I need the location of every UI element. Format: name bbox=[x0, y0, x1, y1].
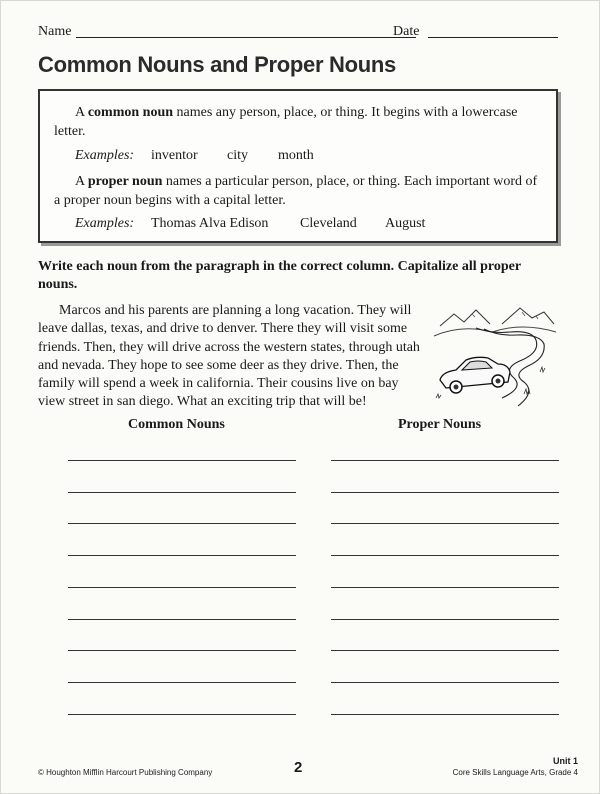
common-noun-answer-line[interactable] bbox=[68, 682, 296, 683]
common-noun-answer-line[interactable] bbox=[68, 619, 296, 620]
proper-noun-answer-line[interactable] bbox=[331, 650, 559, 651]
example-item: month bbox=[278, 148, 314, 163]
definition-box bbox=[38, 89, 558, 243]
common-noun-answer-line[interactable] bbox=[68, 587, 296, 588]
examples-label: Examples: bbox=[75, 216, 135, 231]
proper-noun-answer-line[interactable] bbox=[331, 460, 559, 461]
proper-noun-answer-line[interactable] bbox=[331, 555, 559, 556]
name-date-row bbox=[38, 24, 558, 44]
example-item: city bbox=[227, 148, 248, 163]
instructions: Write each noun from the paragraph in the correct column. Capitalize all proper nouns. bbox=[38, 259, 521, 292]
date-field[interactable] bbox=[428, 37, 558, 38]
proper-noun-answer-line[interactable] bbox=[331, 492, 559, 493]
proper-noun-answer-line[interactable] bbox=[331, 587, 559, 588]
proper-noun-answer-line[interactable] bbox=[331, 682, 559, 683]
story-paragraph: Marcos and his parents are planning a long vacation. They will leave dallas, texas, and drive to denver. There they will visit some friends. Then, they will drive across the western states, through utah and nevada. They hope to see some deer as they drive. Then, the family will spend a week in california. Their cousins live on bay view street in san diego. What an exciting trip that will be! bbox=[38, 303, 420, 410]
name-field[interactable] bbox=[76, 37, 416, 38]
proper-noun-term: proper noun bbox=[87, 174, 163, 189]
example-item: August bbox=[385, 216, 426, 231]
examples-label: Examples: bbox=[75, 148, 135, 163]
example-item: inventor bbox=[151, 148, 198, 163]
date-label: Date bbox=[393, 24, 420, 39]
proper-noun-definition: A proper noun names a particular person, place, or thing. Each important word of a proper noun begins with a capital letter. bbox=[54, 174, 538, 208]
common-noun-term: common noun bbox=[87, 105, 174, 120]
common-noun-answer-line[interactable] bbox=[68, 492, 296, 493]
page-number: 2 bbox=[294, 759, 303, 776]
common-noun-answer-line[interactable] bbox=[68, 714, 296, 715]
unit-label: Unit 1 bbox=[552, 756, 578, 766]
common-noun-definition: A common noun names any person, place, or thing. It begins with a lowercase letter. bbox=[54, 105, 518, 139]
page-title: Common Nouns and Proper Nouns bbox=[38, 52, 396, 77]
car-road-illustration bbox=[432, 302, 557, 412]
common-noun-answer-line[interactable] bbox=[68, 650, 296, 651]
proper-noun-answer-line[interactable] bbox=[331, 523, 559, 524]
proper-nouns-heading: Proper Nouns bbox=[398, 417, 482, 432]
proper-noun-answer-line[interactable] bbox=[331, 714, 559, 715]
proper-noun-answer-line[interactable] bbox=[331, 619, 559, 620]
name-label: Name bbox=[38, 24, 72, 39]
course-label: Core Skills Language Arts, Grade 4 bbox=[452, 768, 578, 777]
common-noun-answer-line[interactable] bbox=[68, 460, 296, 461]
common-noun-answer-line[interactable] bbox=[68, 523, 296, 524]
common-noun-answer-line[interactable] bbox=[68, 555, 296, 556]
proper-noun-examples bbox=[75, 214, 535, 233]
example-item: Thomas Alva Edison bbox=[151, 216, 269, 231]
example-item: Cleveland bbox=[300, 216, 357, 231]
copyright: © Houghton Mifflin Harcourt Publishing Company bbox=[38, 768, 213, 777]
common-noun-examples bbox=[75, 146, 535, 165]
common-nouns-heading: Common Nouns bbox=[128, 417, 225, 432]
